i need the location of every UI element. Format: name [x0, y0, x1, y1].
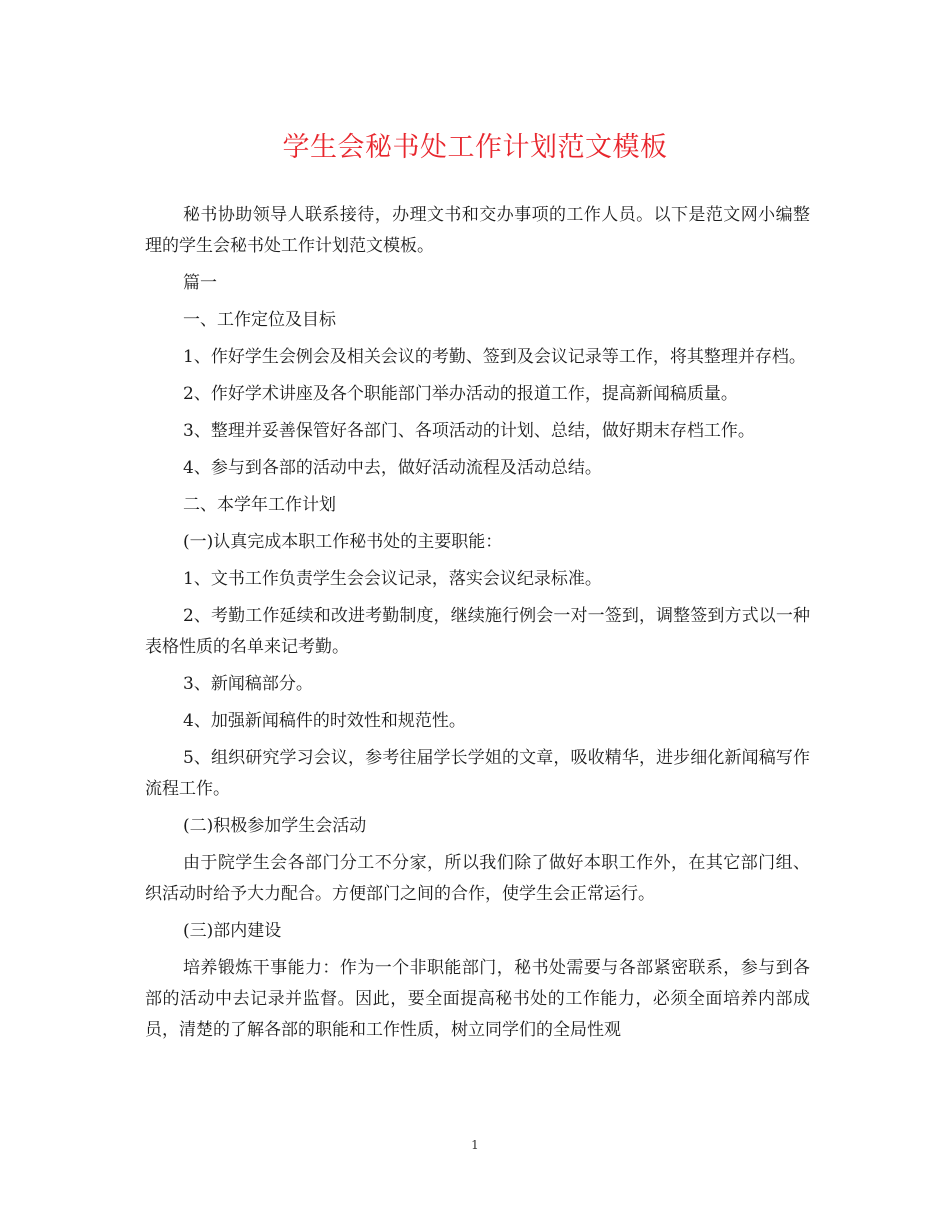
- paragraph-item: 4、加强新闻稿件的时效性和规范性。: [183, 711, 466, 731]
- subheading-three: (三)部内建设: [183, 921, 282, 941]
- paragraph-item: 2、考勤工作延续和改进考勤制度，继续施行例会一对一签到，调整签到方式以一种表格性质的名单来记考勤。: [145, 606, 810, 657]
- page-number: 1: [471, 1138, 479, 1152]
- heading-section-one: 一、工作定位及目标: [183, 310, 336, 330]
- paragraph-part-one: 篇一: [183, 273, 217, 293]
- paragraph-item: 5、组织研究学习会议，参考往届学长学姐的文章，吸收精华，进步细化新闻稿写作流程工作。: [145, 748, 810, 799]
- heading-section-two: 二、本学年工作计划: [183, 495, 336, 515]
- paragraph-item: 1、作好学生会例会及相关会议的考勤、签到及会议记录等工作，将其整理并存档。: [183, 347, 806, 367]
- document-body: [145, 200, 810, 1052]
- document-title: 学生会秘书处工作计划范文模板: [282, 132, 668, 163]
- paragraph-item: 2、作好学术讲座及各个职能部门举办活动的报道工作，提高新闻稿质量。: [183, 384, 738, 404]
- paragraph-item: 3、整理并妥善保管好各部门、各项活动的计划、总结，做好期末存档工作。: [183, 421, 755, 441]
- paragraph-intro: 秘书协助领导人联系接待，办理文书和交办事项的工作人员。以下是范文网小编整理的学生会秘书处工作计划范文模板。: [145, 205, 810, 256]
- subheading-one: (一)认真完成本职工作秘书处的主要职能：: [183, 532, 503, 552]
- paragraph-item: 4、参与到各部的活动中去，做好活动流程及活动总结。: [183, 458, 602, 478]
- subheading-two: (二)积极参加学生会活动: [183, 816, 367, 836]
- paragraph-item: 3、新闻稿部分。: [183, 674, 313, 694]
- paragraph-body: 培养锻炼干事能力：作为一个非职能部门，秘书处需要与各部紧密联系，参与到各部的活动中去记录并监督。因此，要全面提高秘书处的工作能力，必须全面培养内部成员，清楚的了解各部的职能和工作性质，树立同学们的全局性观: [145, 958, 810, 1040]
- paragraph-body: 由于院学生会各部门分工不分家，所以我们除了做好本职工作外，在其它部门组、织活动时给予大力配合。方便部门之间的合作，使学生会正常运行。: [145, 853, 810, 904]
- paragraph-item: 1、文书工作负责学生会会议记录，落实会议纪录标准。: [183, 569, 602, 589]
